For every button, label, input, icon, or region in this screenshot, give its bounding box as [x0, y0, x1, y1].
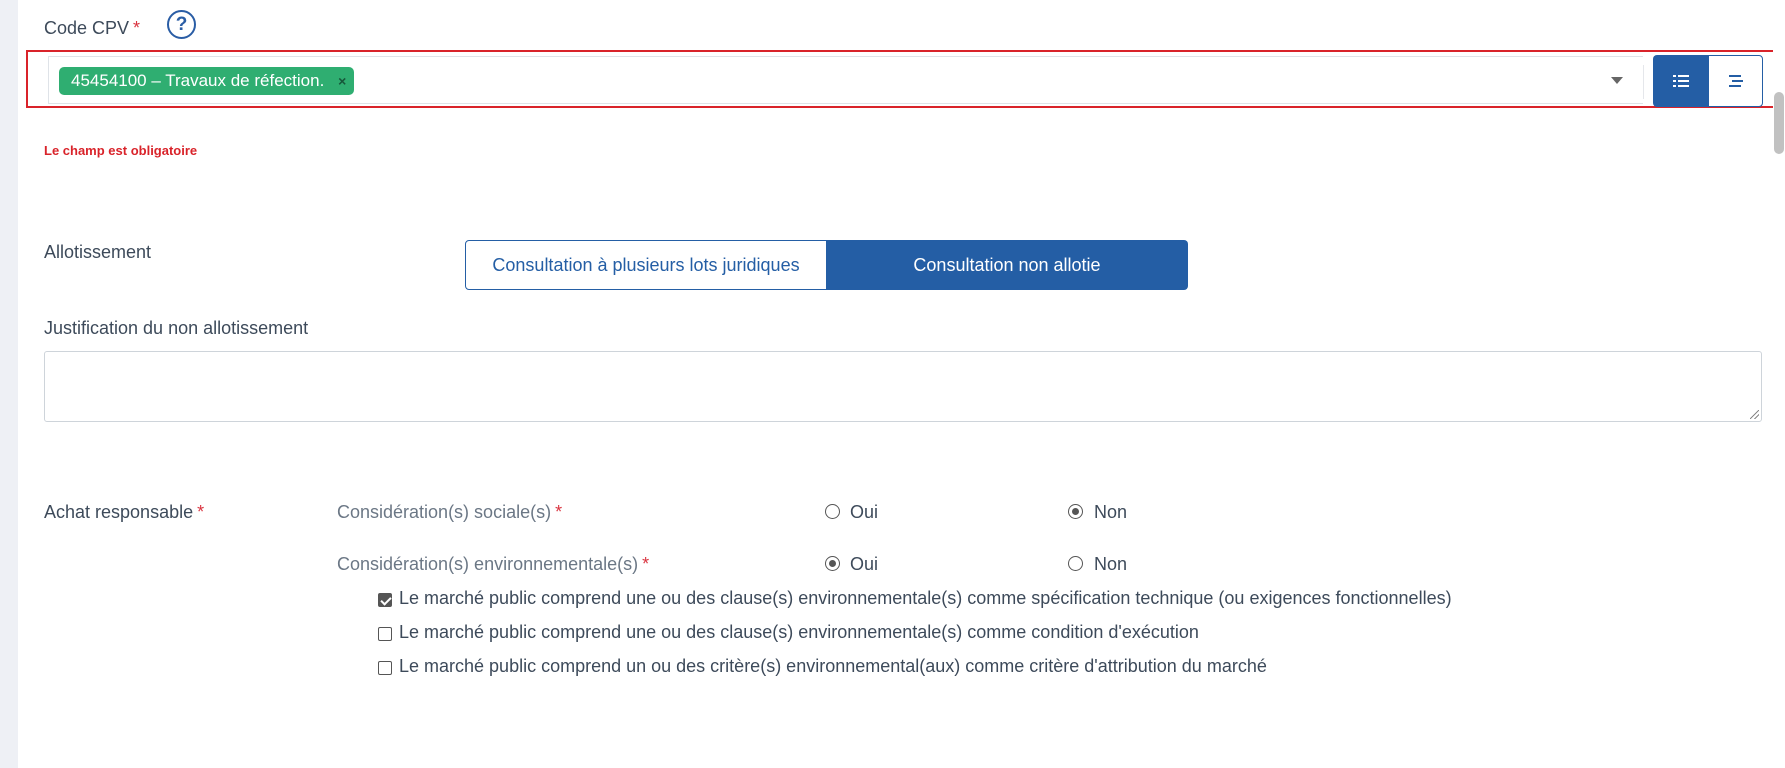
sociales-oui-radio[interactable] [825, 504, 840, 519]
scrollbar-thumb[interactable] [1774, 92, 1784, 154]
environnementales-non-label[interactable]: Non [1094, 554, 1128, 574]
clause-specification-checkbox[interactable] [378, 593, 392, 607]
environnementales-oui-label[interactable]: Oui [850, 554, 879, 574]
chip-remove-icon[interactable]: × [338, 73, 347, 89]
option-plusieurs-lots[interactable]: Consultation à plusieurs lots juridiques [465, 240, 827, 290]
select-separator [1643, 65, 1644, 99]
sociales-non-label[interactable]: Non [1094, 502, 1128, 522]
tree-view-button[interactable] [1708, 55, 1763, 107]
left-gutter [0, 0, 18, 768]
justification-label: Justification du non allotissement [44, 318, 309, 338]
option-non-allotie[interactable]: Consultation non allotie [826, 240, 1188, 290]
environnementales-non-radio[interactable] [1068, 556, 1083, 571]
cpv-label: Code CPV * [44, 18, 141, 38]
tree-view-icon [1728, 74, 1744, 88]
allotissement-label: Allotissement [44, 242, 152, 262]
question-circle-icon[interactable]: ? [167, 10, 196, 39]
cpv-error-message: Le champ est obligatoire [44, 143, 198, 158]
chip-label: 45454100 – Travaux de réfection. [71, 71, 325, 90]
justification-textarea[interactable] [44, 351, 1762, 422]
achat-responsable-label: Achat responsable * [44, 502, 205, 522]
scrollbar-track[interactable] [1773, 0, 1785, 768]
cpv-field-wrapper [26, 50, 1784, 108]
cpv-selected-chip [59, 67, 354, 95]
list-view-icon [1673, 74, 1689, 88]
sociales-non-radio[interactable] [1068, 504, 1083, 519]
chevron-down-icon[interactable] [1611, 77, 1623, 84]
clause-specification-label[interactable]: Le marché public comprend une ou des clause(s) environnementale(s) comme spécification technique (ou exigences fonctionnelles) [399, 588, 1452, 608]
critere-attribution-checkbox[interactable] [378, 661, 392, 675]
sociales-label: Considération(s) sociale(s) * [337, 502, 563, 522]
critere-attribution-label[interactable]: Le marché public comprend un ou des critère(s) environnemental(aux) comme critère d'attribution du marché [399, 656, 1267, 676]
sociales-oui-label[interactable]: Oui [850, 502, 879, 522]
resize-grip-icon[interactable] [1750, 410, 1759, 419]
list-view-button[interactable] [1653, 55, 1708, 107]
clause-execution-label[interactable]: Le marché public comprend une ou des clause(s) environnementale(s) comme condition d'exécution [399, 622, 1199, 642]
environnementales-label: Considération(s) environnementale(s) * [337, 554, 650, 574]
clause-execution-checkbox[interactable] [378, 627, 392, 641]
cpv-select[interactable] [48, 56, 1643, 104]
environnementales-oui-radio[interactable] [825, 556, 840, 571]
